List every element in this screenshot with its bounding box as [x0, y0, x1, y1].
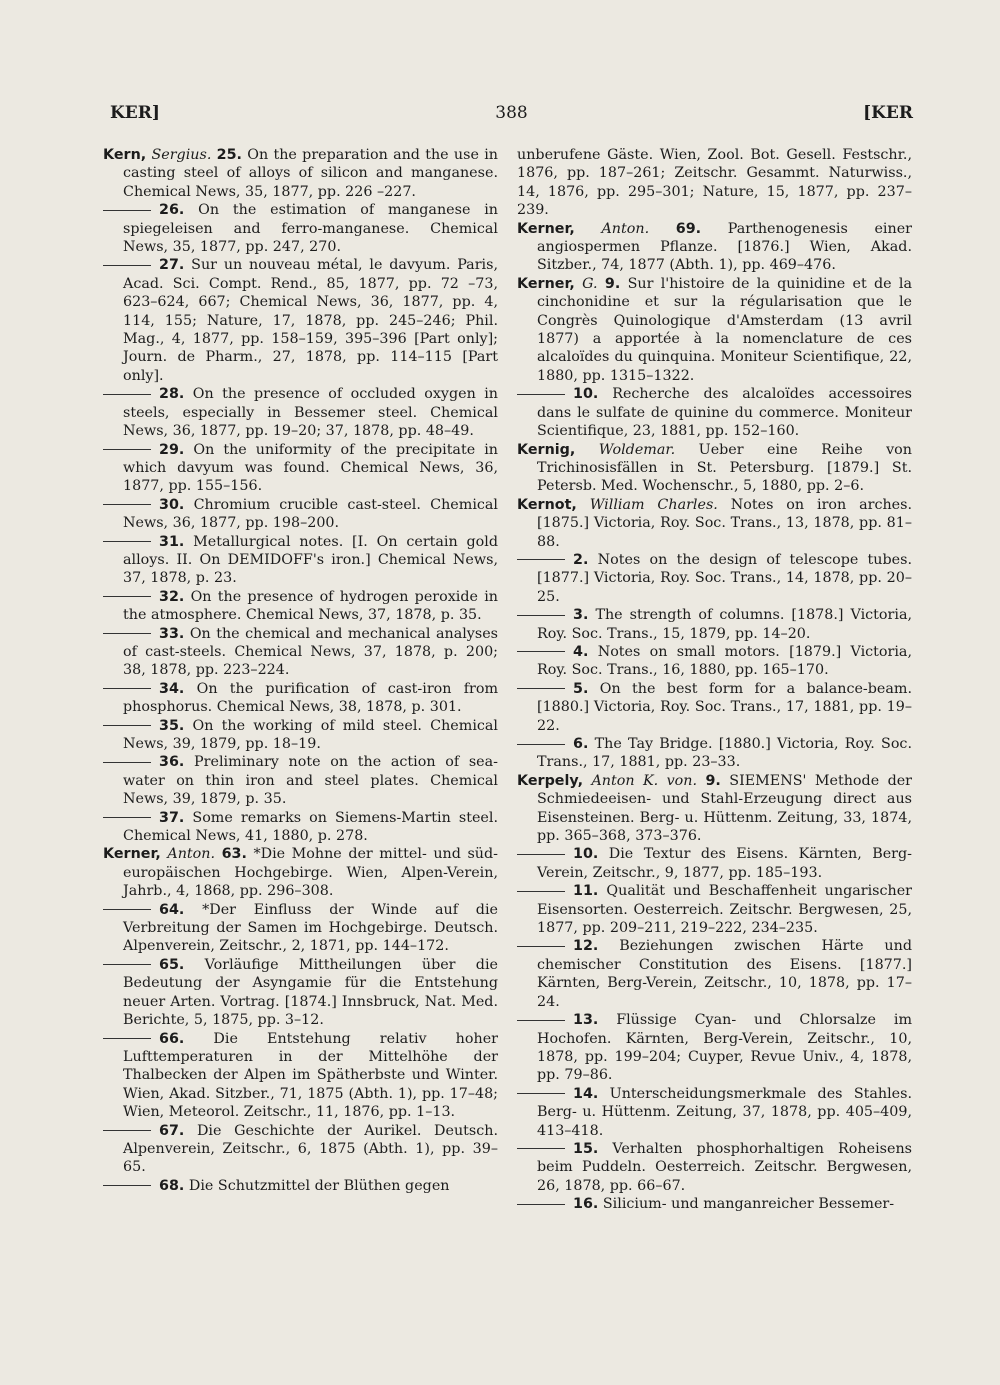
entry-number: 9. [705, 772, 721, 789]
entry-given-name: Woldemar. [598, 441, 676, 458]
bibliography-entry [103, 753, 498, 808]
entry-author: Kernig, [517, 441, 576, 458]
entry-lead [103, 846, 498, 899]
entry-number: 64. [159, 901, 185, 918]
bibliography-entry [517, 1011, 912, 1085]
ditto-rule [517, 744, 565, 745]
entry-text: The strength of columns. [1878.] Victoria, Roy. Soc. Trans., 15, 1879, pp. 14–20. [537, 607, 913, 642]
entry-text: On the purification of cast-iron from phosphorus. Chemical News, 38, 1878, p. 301. [123, 680, 499, 716]
entry-text: Beziehungen zwischen Härte und chemischer Constitution des Eisens. [1877.] Kärnten, Berg-Verein, Zeitschr., 10, 1878, pp. 17–24. [537, 938, 912, 1010]
ditto-rule [517, 1020, 565, 1021]
entry-number: 9. [604, 275, 621, 292]
entry-number: 2. [573, 551, 589, 568]
entry-lead [517, 497, 912, 550]
entry-lead [517, 221, 912, 274]
bibliography-entry [103, 496, 498, 533]
header-right: [KER [863, 103, 913, 123]
entry-lead [517, 1086, 912, 1139]
entry-lead [517, 846, 912, 880]
ditto-rule [517, 1204, 565, 1205]
entry-number: 26. [159, 202, 185, 219]
entry-text: Die Geschichte der Aurikel. Deutsch. Alpenverein, Zeitschr., 6, 1875 (Abth. 1), pp. 39–65. [123, 1122, 499, 1176]
entry-number: 28. [159, 386, 185, 403]
ditto-rule [103, 762, 151, 763]
bibliography-entry [103, 901, 498, 956]
entry-lead [103, 1178, 450, 1194]
ditto-rule [103, 596, 151, 597]
entry-text: On the uniformity of the precipitate in which davyum was found. Chemical News, 36, 1877, pp. 155–156. [123, 441, 498, 495]
entry-text: Sur l'histoire de la quinidine et de la cinchonidine et sur la régularisation que le Congrès Quinologique d'Amsterdam (13 avril 1877) a apportée à la nomenclature de ces alcaloïdes du quinquina. Moniteur Scientifique, 22, 1880, pp. 1315–1322. [537, 275, 913, 384]
entry-text: On the presence of hydrogen peroxide in the atmosphere. Chemical News, 37, 1878, p. 35. [123, 588, 498, 624]
entry-number: 33. [159, 625, 185, 642]
entry-lead [517, 1141, 912, 1194]
entry-lead [103, 957, 498, 1028]
entry-number: 12. [573, 938, 599, 955]
entry-number: 32. [159, 588, 185, 605]
ditto-rule [103, 1038, 151, 1039]
entry-given-name: Anton K. von. [591, 772, 698, 789]
ditto-rule [517, 394, 565, 395]
ditto-rule [517, 651, 565, 652]
entry-text: Some remarks on Siemens-Martin steel. Chemical News, 41, 1880, p. 278. [123, 809, 498, 845]
bibliography-entry [103, 441, 498, 496]
ditto-rule [103, 541, 151, 542]
ditto-rule [103, 633, 151, 634]
bibliography-entry [517, 680, 912, 735]
bibliography-entry [517, 735, 912, 772]
bibliography-entry [103, 146, 498, 201]
entry-given-name: Sergius. [151, 147, 212, 163]
entry-lead [103, 257, 498, 383]
ditto-rule [103, 964, 151, 965]
entry-number: 15. [573, 1140, 599, 1157]
entry-text: Die Entstehung relativ hoher Lufttemperaturen in der Mittelhöhe der Thalbecken der Alpen im Spätherbste und Winter. Wien, Akad. Sitzber., 71, 1875 (Abth. 1), pp. 17–48; Wien, Meteorol. Zeitschr., 11, 1876, pp. 1–13. [123, 1030, 498, 1121]
entry-number: 34. [159, 680, 185, 697]
ditto-rule [517, 559, 565, 560]
ditto-rule [103, 725, 151, 726]
ditto-rule [103, 265, 151, 266]
bibliography-entry [103, 1030, 498, 1122]
entry-text: SIEMENS' Methode der Schmiedeeisen- und Stahl-Erzeugung direct aus Eisensteinen. Berg- u. Hüttenm. Zeitung, 33, 1874, pp. 365–368, 373–376. [537, 772, 913, 845]
entry-given-name: William Charles. [589, 496, 718, 513]
ditto-rule [103, 210, 151, 211]
entry-text: Silicium- und manganreicher Bessemer- [602, 1196, 895, 1213]
entry-lead [517, 1196, 894, 1212]
bibliography-entry [103, 956, 498, 1030]
bibliography-entry [517, 220, 912, 275]
bibliography-entry [103, 1177, 498, 1195]
entry-lead [517, 681, 912, 734]
ditto-rule [103, 1185, 151, 1186]
entry-author: Kern, [103, 147, 147, 163]
ditto-rule [517, 891, 565, 892]
ditto-rule [517, 1148, 565, 1149]
bibliography-entry [103, 809, 498, 846]
entry-text: On the estimation of manganese in spiegeleisen and ferro-manganese. Chemical News, 35, 1877, pp. 247, 270. [123, 202, 499, 256]
entry-number: 5. [573, 680, 589, 697]
bibliography-entry [517, 551, 912, 606]
entry-number: 13. [573, 1012, 599, 1029]
entry-text: Die Schutzmittel der Blüthen gegen [188, 1177, 450, 1194]
entry-text: Verhalten phosphorhaltigen Roheisens beim Puddeln. Oesterreich. Zeitschr. Bergwesen, 26, 1878, pp. 66–67. [537, 1140, 912, 1194]
entry-text: *Die Mohne der mittel- und süd-europäischen Hochgebirge. Wien, Alpen-Verein, Jahrb., 4, 1868, pp. 296–308. [123, 846, 498, 900]
entry-text: Notes on iron arches. [1875.] Victoria, Roy. Soc. Trans., 13, 1878, pp. 81–88. [537, 496, 913, 550]
entry-author: Kerpely, [517, 772, 584, 789]
ditto-rule [517, 1093, 565, 1094]
left-column [103, 146, 498, 1195]
bibliography-entry [103, 625, 498, 680]
bibliography-entry [103, 680, 498, 717]
entry-number: 25. [216, 147, 242, 163]
entry-number: 36. [159, 754, 185, 771]
entry-text: Flüssige Cyan- und Chlorsalze im Hochofen. Kärnten, Berg-Verein, Zeitschr., 10, 1878, pp. 199–204; Cuyper, Revue Univ., 4, 1878, pp. 79–86. [537, 1012, 913, 1084]
entry-given-name: Anton. [167, 846, 216, 863]
bibliography-entry [517, 1195, 912, 1213]
ditto-rule [103, 817, 151, 818]
entry-lead [103, 754, 498, 807]
entry-number: 68. [159, 1177, 185, 1194]
bibliography-entry [103, 385, 498, 440]
bibliography-entry [517, 606, 912, 643]
bibliography-entry [103, 201, 498, 256]
ditto-rule [517, 688, 565, 689]
entry-number: 27. [159, 257, 185, 274]
entry-text: Chromium crucible cast-steel. Chemical News, 36, 1877, pp. 198–200. [123, 496, 498, 532]
bibliography-entry [103, 588, 498, 625]
entry-number: 10. [573, 846, 599, 863]
entry-text: On the best form for a balance-beam. [1880.] Victoria, Roy. Soc. Trans., 17, 1881, pp. 19–22. [537, 680, 912, 734]
entry-lead [517, 644, 912, 678]
bibliography-entry [517, 275, 912, 385]
entry-number: 16. [573, 1196, 599, 1213]
entry-text: On the working of mild steel. Chemical News, 39, 1879, pp. 18–19. [123, 717, 499, 752]
entry-number: 29. [159, 441, 185, 458]
running-header [110, 103, 913, 133]
ditto-rule [517, 615, 565, 616]
bibliography-entry [517, 441, 912, 496]
entry-lead [103, 497, 498, 531]
entry-author: Kernot, [517, 496, 577, 513]
entry-given-name: Anton. [601, 220, 650, 237]
bibliography-entry [517, 772, 912, 846]
entry-lead [517, 938, 912, 1009]
entry-number: 69. [675, 220, 702, 237]
entry-lead [103, 681, 498, 715]
entry-lead [517, 442, 912, 495]
ditto-rule [517, 854, 565, 855]
entry-text: Notes on small motors. [1879.] Victoria, Roy. Soc. Trans., 16, 1880, pp. 165–170. [537, 643, 912, 679]
entry-text: On the presence of occluded oxygen in steels, especially in Bessemer steel. Chemical News, 36, 1877, pp. 19–20; 37, 1878, pp. 48–49. [123, 386, 499, 440]
entry-text: Vorläufige Mittheilungen über die Bedeutung der Asyngamie für die Entstehung neuer Arten. Vortrag. [1874.] Innsbruck, Nat. Med. Berichte, 5, 1875, pp. 3–12. [123, 956, 498, 1029]
bibliography-entry [103, 256, 498, 385]
entry-text: Parthenogenesis einer angiospermen Pflanze. [1876.] Wien, Akad. Sitzber., 74, 1877 (Abth. 1), pp. 469–476. [537, 220, 912, 274]
entry-lead [517, 773, 912, 844]
entry-lead [517, 607, 912, 641]
ditto-rule [517, 946, 565, 947]
bibliography-entry [517, 845, 912, 882]
right-column [517, 146, 912, 1214]
entry-number: 6. [573, 736, 589, 752]
bibliography-entry [103, 717, 498, 754]
bibliography-entry [517, 496, 912, 551]
ditto-rule [103, 504, 151, 505]
entry-author: Kerner, [517, 275, 575, 292]
entry-number: 37. [159, 809, 185, 826]
entry-text: Unterscheidungsmerkmale des Stahles. Berg- u. Hüttenm. Zeitung, 37, 1878, pp. 405–409, 413–418. [537, 1085, 913, 1139]
bibliography-entry [103, 533, 498, 588]
entry-lead [103, 534, 498, 587]
entry-number: 66. [159, 1030, 185, 1047]
ditto-rule [103, 1130, 151, 1131]
entry-number: 63. [221, 846, 247, 863]
entry-number: 14. [573, 1085, 599, 1102]
entry-lead [103, 589, 498, 623]
bibliography-entry [517, 1140, 912, 1195]
entry-number: 35. [159, 717, 185, 734]
entry-text: *Der Einfluss der Winde auf die Verbreitung der Samen im Hochgebirge. Deutsch. Alpenverein, Zeitschr., 2, 1871, pp. 144–172. [123, 901, 498, 955]
entry-lead [517, 552, 912, 605]
entry-number: 3. [573, 607, 589, 624]
entry-lead [103, 626, 498, 679]
entry-lead [103, 902, 498, 955]
entry-text: Ueber eine Reihe von Trichinosisfällen in St. Petersburg. [1879.] St. Petersb. Med. Wochenschr., 5, 1880, pp. 2–6. [537, 441, 913, 495]
entry-lead [103, 718, 498, 752]
entry-author: Kerner, [103, 846, 161, 863]
ditto-rule [103, 688, 151, 689]
entry-lead [517, 386, 912, 439]
ditto-rule [103, 449, 151, 450]
entry-lead [103, 147, 498, 200]
entry-text: Sur un nouveau métal, le davyum. Paris, Acad. Sci. Compt. Rend., 85, 1877, pp. 72 –73, 623–624, 667; Chemical News, 36, 1877, pp. 4, 114, 155; Nature, 17, 1878, pp. 245–246; Phil. Mag., 4, 1877, pp. 158–159, 395–396 [Part only]; Journ. de Pharm., 27, 1878, pp. 114–115 [Part only]. [123, 257, 498, 384]
entry-lead [517, 276, 912, 384]
entry-lead [103, 810, 498, 844]
entry-number: 11. [573, 883, 599, 900]
entry-lead [103, 386, 498, 439]
ditto-rule [103, 909, 151, 910]
entry-author: Kerner, [517, 220, 575, 237]
entry-lead [103, 1123, 498, 1176]
entry-lead [517, 147, 912, 218]
entry-text: On the chemical and mechanical analyses of cast-steels. Chemical News, 37, 1878, p. 200; 38, 1878, pp. 223–224. [123, 625, 498, 679]
bibliography-entry [517, 937, 912, 1011]
ditto-rule [103, 394, 151, 395]
bibliography-entry [103, 1122, 498, 1177]
entry-text: Qualität und Beschaffenheit ungarischer Eisensorten. Oesterreich. Zeitschr. Bergwesen, 25, 1877, pp. 209–211, 219–222, 234–235. [537, 883, 913, 937]
entry-number: 4. [573, 643, 589, 660]
entry-number: 67. [159, 1122, 185, 1139]
entry-number: 31. [159, 533, 185, 550]
entry-lead [517, 736, 912, 770]
entry-text: Preliminary note on the action of sea-water on thin iron and steel plates. Chemical News, 39, 1879, p. 35. [123, 754, 498, 808]
entry-lead [517, 1012, 912, 1083]
entry-lead [103, 442, 498, 495]
entry-given-name: G. [582, 275, 598, 292]
header-left: KER] [110, 103, 160, 123]
entry-text: On the preparation and the use in casting steel of alloys of silicon and manganese. Chemical News, 35, 1877, pp. 226 –227. [123, 147, 498, 200]
bibliography-entry [517, 882, 912, 937]
entry-number: 30. [159, 496, 185, 513]
page-number: 388 [495, 103, 528, 123]
entry-lead [103, 202, 498, 255]
bibliography-entry [517, 385, 912, 440]
entry-lead [103, 1031, 498, 1121]
bibliography-entry [517, 1085, 912, 1140]
bibliography-entry [517, 146, 912, 220]
bibliography-entry [103, 845, 498, 900]
entry-lead [517, 883, 912, 936]
entry-text: Die Textur des Eisens. Kärnten, Berg-Verein, Zeitschr., 9, 1877, pp. 185–193. [537, 846, 912, 881]
entry-number: 10. [573, 386, 599, 403]
bibliography-entry [517, 643, 912, 680]
entry-text: Recherche des alcaloïdes accessoires dans le sulfate de quinine du commerce. Moniteur Scientifique, 23, 1881, pp. 152–160. [537, 386, 912, 440]
entry-text: unberufene Gäste. Wien, Zool. Bot. Gesell. Festschr., 1876, pp. 187–261; Zeitschr. Gesammt. Naturwiss., 14, 1876, pp. 295–301; Nature, 15, 1877, pp. 237–239. [517, 147, 912, 219]
entry-text: Metallurgical notes. [I. On certain gold alloys. II. On DEMIDOFF's iron.] Chemical News, 37, 1878, p. 23. [123, 533, 498, 587]
entry-text: The Tay Bridge. [1880.] Victoria, Roy. Soc. Trans., 17, 1881, pp. 23–33. [537, 736, 912, 771]
entry-number: 65. [159, 956, 185, 973]
entry-text: Notes on the design of telescope tubes. [1877.] Victoria, Roy. Soc. Trans., 14, 1878, pp. 20–25. [537, 551, 912, 605]
